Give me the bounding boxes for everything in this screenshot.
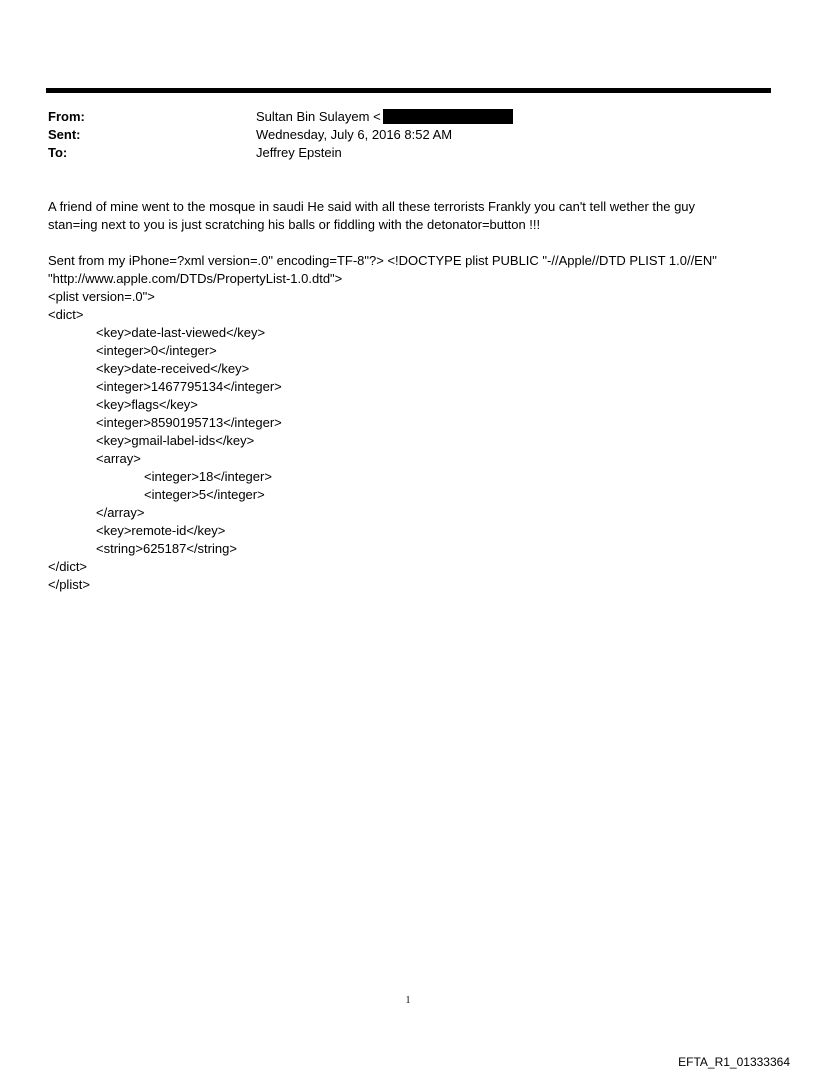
document-id: EFTA_R1_01333364: [678, 1055, 790, 1069]
sent-label: Sent:: [48, 127, 81, 142]
plist-line: </array>: [96, 505, 145, 520]
plist-line: <integer>1467795134</integer>: [96, 379, 282, 394]
plist-line: <plist version=.0">: [48, 289, 155, 304]
email-header: [48, 108, 748, 162]
plist-line: <key>date-received</key>: [96, 361, 250, 376]
plist-line: </dict>: [48, 559, 88, 574]
message-paragraph: A friend of mine went to the mosque in saudi He said with all these terrorists Frankly you can't tell wether the guy stan=ing next to you is just scratching his balls or fiddling with the detonator=button !!!: [48, 199, 696, 232]
plist-line: <string>625187</string>: [96, 541, 237, 556]
page-number: 1: [405, 995, 411, 1006]
plist-line: <key>remote-id</key>: [96, 523, 226, 538]
plist-line: </plist>: [48, 577, 90, 592]
plist-line: <dict>: [48, 307, 84, 322]
header-rule: [46, 88, 771, 93]
sender-name: Sultan Bin Sulayem <: [256, 109, 381, 124]
plist-line: <key>date-last-viewed</key>: [96, 325, 266, 340]
from-row: [48, 108, 748, 126]
plist-line: <key>flags</key>: [96, 397, 198, 412]
redacted-email-block: [383, 109, 513, 124]
to-value: Jeffrey Epstein: [256, 145, 342, 160]
plist-line: <array>: [96, 451, 141, 466]
plist-line: <integer>0</integer>: [96, 343, 217, 358]
plist-block: [48, 288, 748, 594]
email-body: [48, 198, 748, 594]
to-label: To:: [48, 145, 68, 160]
plist-line: <integer>8590195713</integer>: [96, 415, 282, 430]
plist-line: <integer>18</integer>: [144, 469, 272, 484]
signature-line: Sent from my iPhone=?xml version=.0" encoding=TF-8"?> <!DOCTYPE plist PUBLIC "-//Apple//DTD PLIST 1.0//EN": [48, 253, 717, 268]
sent-value: Wednesday, July 6, 2016 8:52 AM: [256, 127, 453, 142]
from-value: [256, 108, 513, 126]
dtd-line: "http://www.apple.com/DTDs/PropertyList-1.0.dtd">: [48, 271, 343, 286]
sent-row: [48, 126, 748, 144]
from-label: From:: [48, 109, 85, 124]
paragraph-gap: [48, 234, 748, 252]
to-row: [48, 144, 748, 162]
plist-line: <integer>5</integer>: [144, 487, 265, 502]
plist-line: <key>gmail-label-ids</key>: [96, 433, 255, 448]
